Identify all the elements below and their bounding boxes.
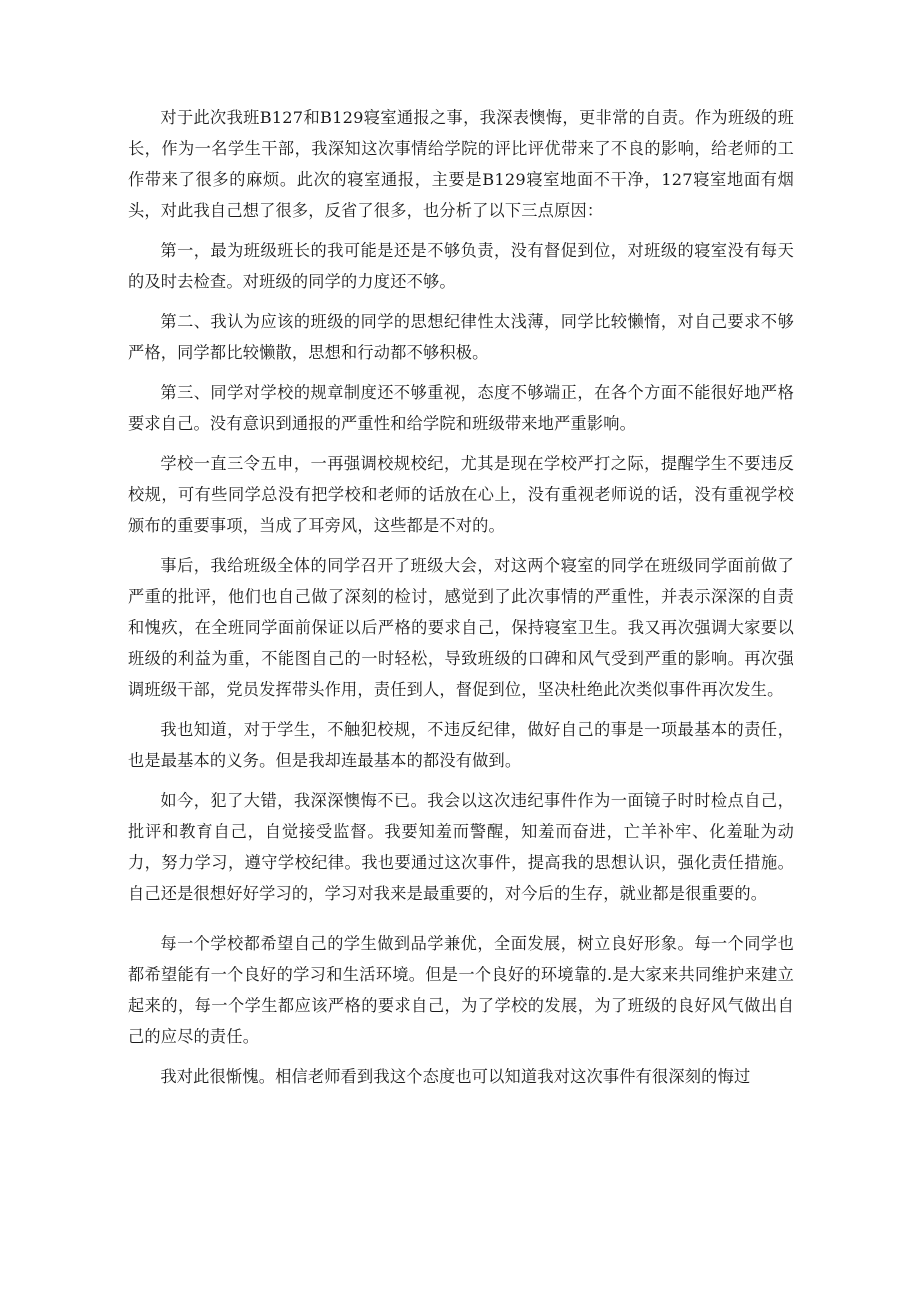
paragraph-closing: 我对此很惭愧。相信老师看到我这个态度也可以知道我对这次事件有很深刻的悔过 [160, 1067, 751, 1086]
paragraph-responsibility: 我也知道，对于学生，不触犯校规，不违反纪律，做好自己的事是一项最基本的责任，也是最基本的义务。但是我却连最基本的都没有做到。 [128, 720, 794, 770]
document-body [128, 102, 794, 1092]
paragraph-reason-2: 第二、我认为应该的班级的同学的思想纪律性太浅薄，同学比较懒惰，对自己要求不够严格，同学都比较懒散，思想和行动都不够积极。 [128, 312, 794, 362]
paragraph-class-meeting: 事后，我给班级全体的同学召开了班级大会，对这两个寝室的同学在班级同学面前做了严重的批评，他们也自己做了深刻的检讨，感觉到了此次事情的严重性，并表示深深的自责和愧疚，在全班同学面前保证以后严格的要求自己，保持寝室卫生。我又再次强调大家要以班级的利益为重，不能图自己的一时轻松，导致班级的口碑和风气受到严重的影响。再次强调班级干部，党员发挥带头作用，责任到人，督促到位，坚决杜绝此次类似事件再次发生。 [128, 556, 794, 699]
paragraph-school-rules: 学校一直三令五申，一再强调校规校纪，尤其是现在学校严打之际，提醒学生不要违反校规，可有些同学总没有把学校和老师的话放在心上，没有重视老师说的话，没有重视学校颁布的重要事项，当成了耳旁风，这些都是不对的。 [128, 454, 794, 535]
paragraph-regret: 如今，犯了大错，我深深懊悔不已。我会以这次违纪事件作为一面镜子时时检点自己，批评和教育自己，自觉接受监督。我要知羞而警醒，知羞而奋进，亡羊补牢、化羞耻为动力，努力学习，遵守学校纪律。我也要通过这次事件，提高我的思想认识，强化责任措施。自己还是很想好好学习的，学习对我来是最重要的，对今后的生存，就业都是很重要的。 [128, 791, 794, 903]
paragraph-environment: 每一个学校都希望自己的学生做到品学兼优，全面发展，树立良好形象。每一个同学也都希望能有一个良好的学习和生活环境。但是一个良好的环境靠的.是大家来共同维护来建立起来的，每一个学生都应该严格的要求自己，为了学校的发展，为了班级的良好风气做出自己的应尽的责任。 [128, 934, 794, 1046]
paragraph-reason-3: 第三、同学对学校的规章制度还不够重视，态度不够端正，在各个方面不能很好地严格要求自己。没有意识到通报的严重性和给学院和班级带来地严重影响。 [128, 383, 794, 433]
paragraph-intro: 对于此次我班B127和B129寝室通报之事，我深表懊悔，更非常的自责。作为班级的班长，作为一名学生干部，我深知这次事情给学院的评比评优带来了不良的影响，给老师的工作带来了很多的麻烦。此次的寝室通报，主要是B129寝室地面不干净，127寝室地面有烟头，对此我自己想了很多，反省了很多，也分析了以下三点原因： [128, 108, 794, 220]
paragraph-reason-1: 第一，最为班级班长的我可能是还是不够负责，没有督促到位，对班级的寝室没有每天的及时去检查。对班级的同学的力度还不够。 [128, 241, 794, 291]
